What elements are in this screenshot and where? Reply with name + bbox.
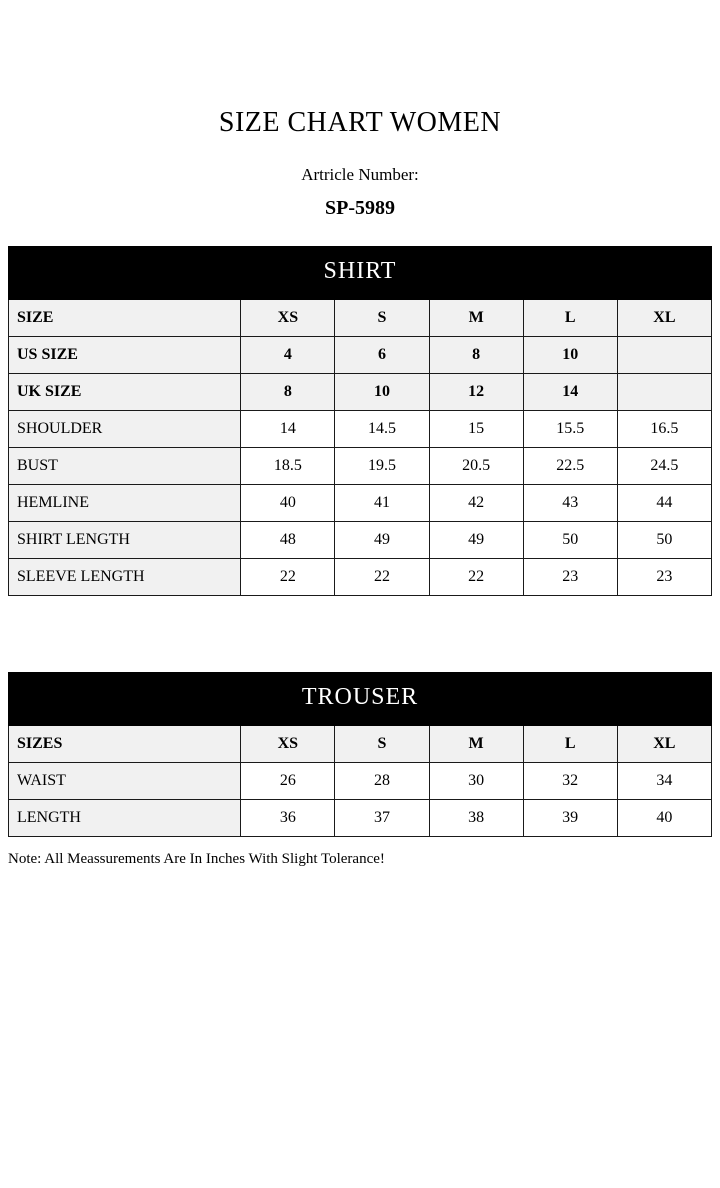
cell: XS — [241, 725, 335, 762]
cell: XL — [617, 725, 711, 762]
cell: 34 — [617, 762, 711, 799]
table-row — [9, 336, 712, 373]
shirt-section-title: SHIRT — [9, 246, 712, 299]
cell: S — [335, 725, 429, 762]
row-label: SIZE — [9, 299, 241, 336]
table-row — [9, 410, 712, 447]
cell: 10 — [523, 336, 617, 373]
cell: L — [523, 299, 617, 336]
trouser-section-title: TROUSER — [9, 672, 712, 725]
cell: 40 — [241, 484, 335, 521]
cell: 20.5 — [429, 447, 523, 484]
trouser-size-table — [8, 672, 712, 837]
table-row — [9, 484, 712, 521]
row-label: UK SIZE — [9, 373, 241, 410]
cell — [617, 373, 711, 410]
table-row — [9, 521, 712, 558]
page-title: SIZE CHART WOMEN — [218, 107, 502, 138]
cell: 30 — [429, 762, 523, 799]
cell: 8 — [429, 336, 523, 373]
row-label: SIZES — [9, 725, 241, 762]
cell: M — [429, 299, 523, 336]
cell: 36 — [241, 799, 335, 836]
section-spacer — [8, 596, 712, 672]
cell: 14.5 — [335, 410, 429, 447]
row-label: SHOULDER — [9, 410, 241, 447]
table-row — [9, 299, 712, 336]
shirt-section-header — [9, 246, 712, 299]
row-label: SHIRT LENGTH — [9, 521, 241, 558]
row-label: SLEEVE LENGTH — [9, 558, 241, 595]
cell: M — [429, 725, 523, 762]
cell: 44 — [617, 484, 711, 521]
cell: 38 — [429, 799, 523, 836]
cell: 49 — [429, 521, 523, 558]
trouser-section-header — [9, 672, 712, 725]
cell: 4 — [241, 336, 335, 373]
article-number-value: SP-5989 — [325, 196, 395, 219]
cell: 39 — [523, 799, 617, 836]
cell: 28 — [335, 762, 429, 799]
row-label: BUST — [9, 447, 241, 484]
cell: 24.5 — [617, 447, 711, 484]
cell: L — [523, 725, 617, 762]
measurement-note: Note: All Meassurements Are In Inches With Slight Tolerance! — [8, 850, 385, 867]
cell: 14 — [241, 410, 335, 447]
cell: 49 — [335, 521, 429, 558]
size-chart-page — [0, 108, 720, 1188]
cell: 23 — [617, 558, 711, 595]
row-label: HEMLINE — [9, 484, 241, 521]
row-label: WAIST — [9, 762, 241, 799]
cell: 15.5 — [523, 410, 617, 447]
cell: 16.5 — [617, 410, 711, 447]
cell: 18.5 — [241, 447, 335, 484]
cell: 6 — [335, 336, 429, 373]
cell: 26 — [241, 762, 335, 799]
cell — [617, 336, 711, 373]
cell: 40 — [617, 799, 711, 836]
cell: 43 — [523, 484, 617, 521]
cell: 12 — [429, 373, 523, 410]
article-number-label: Artricle Number: — [301, 164, 419, 184]
cell: 50 — [523, 521, 617, 558]
cell: 8 — [241, 373, 335, 410]
cell: S — [335, 299, 429, 336]
cell: 22 — [335, 558, 429, 595]
cell: XS — [241, 299, 335, 336]
table-row — [9, 558, 712, 595]
cell: 10 — [335, 373, 429, 410]
cell: 32 — [523, 762, 617, 799]
cell: 19.5 — [335, 447, 429, 484]
cell: 23 — [523, 558, 617, 595]
table-row — [9, 799, 712, 836]
cell: 15 — [429, 410, 523, 447]
table-row — [9, 373, 712, 410]
cell: 22.5 — [523, 447, 617, 484]
cell: 22 — [429, 558, 523, 595]
cell: 37 — [335, 799, 429, 836]
table-row — [9, 725, 712, 762]
cell: XL — [617, 299, 711, 336]
cell: 48 — [241, 521, 335, 558]
cell: 50 — [617, 521, 711, 558]
cell: 22 — [241, 558, 335, 595]
shirt-size-table — [8, 246, 712, 596]
table-row — [9, 762, 712, 799]
cell: 41 — [335, 484, 429, 521]
row-label: US SIZE — [9, 336, 241, 373]
table-row — [9, 447, 712, 484]
row-label: LENGTH — [9, 799, 241, 836]
cell: 14 — [523, 373, 617, 410]
cell: 42 — [429, 484, 523, 521]
